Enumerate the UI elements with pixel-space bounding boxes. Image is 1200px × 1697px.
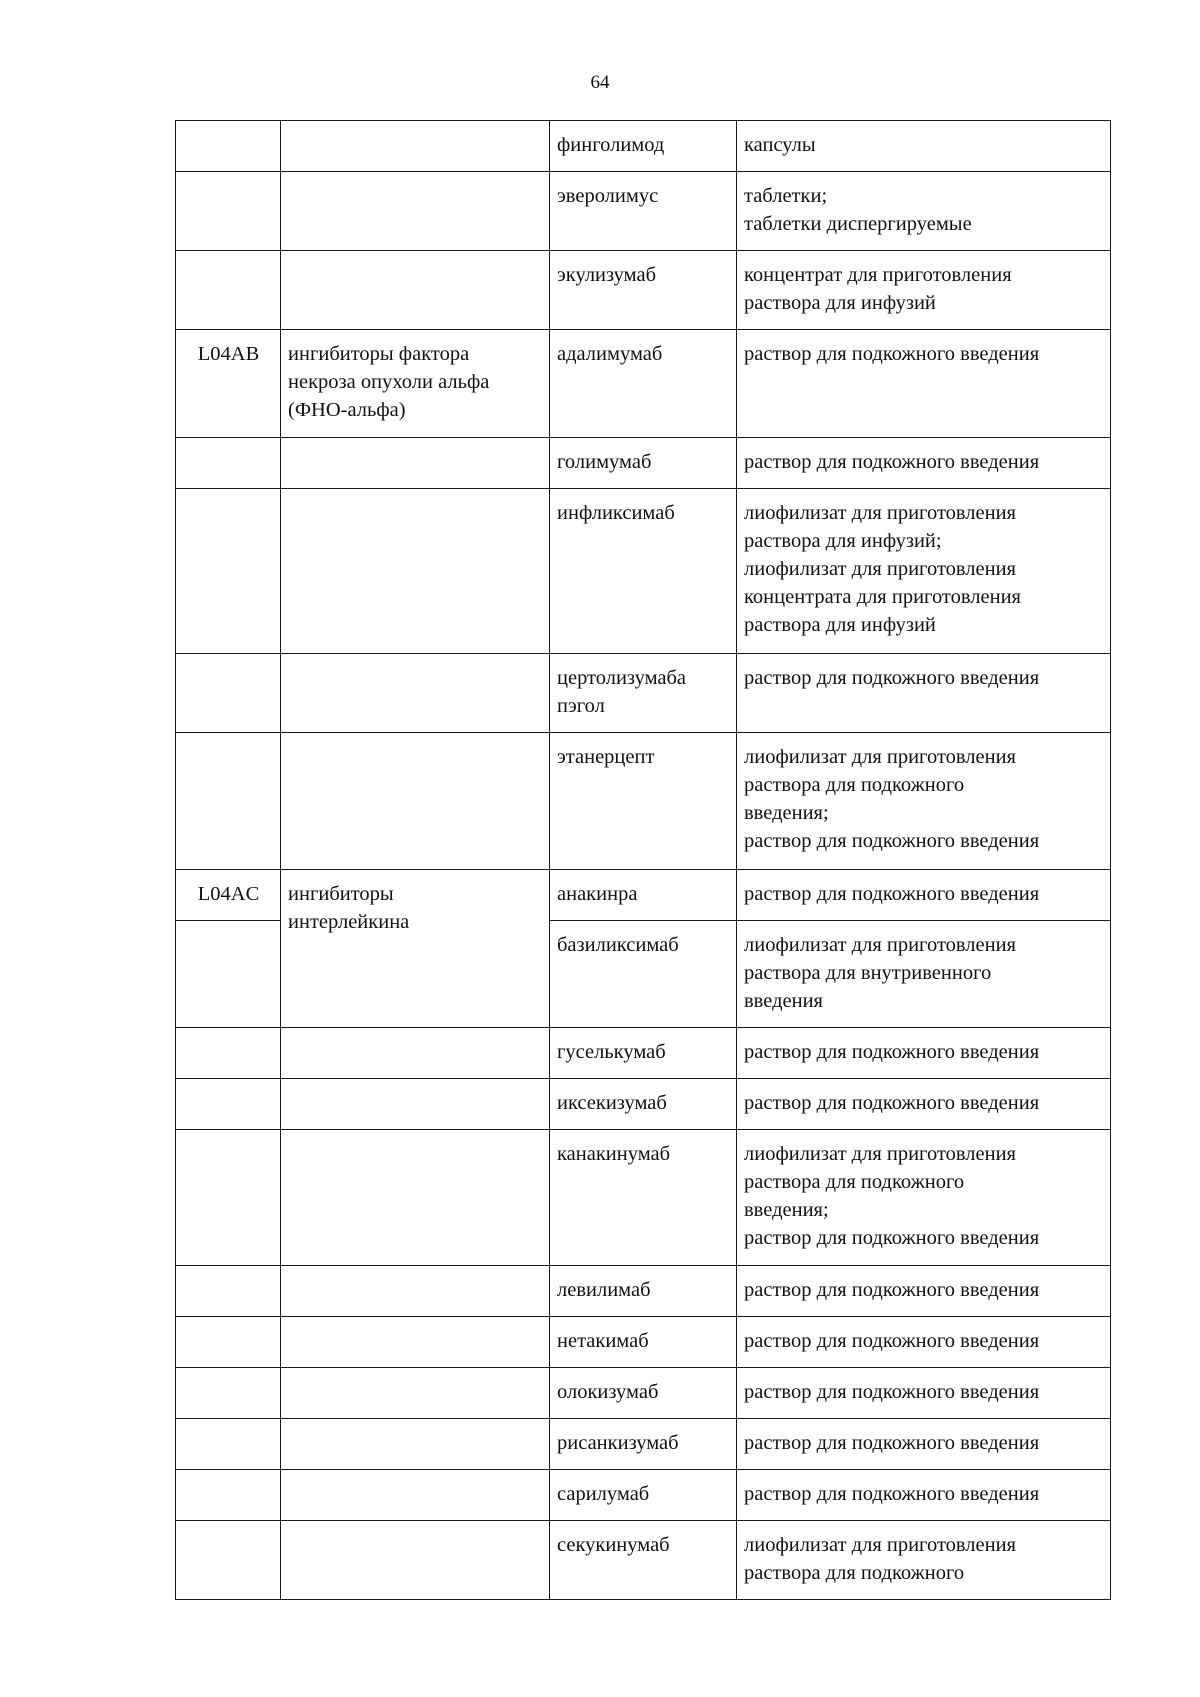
atc-code-cell: L04AB <box>176 330 281 438</box>
table-row <box>176 251 1111 330</box>
dosage-form-cell: лиофилизат для приготовления раствора для инфузий; лиофилизат для приготовления концентрата для приготовления раствора для инфузий <box>737 489 1111 654</box>
group-cell <box>281 438 550 489</box>
table-row <box>176 1419 1111 1470</box>
drug-name-cell: финголимод <box>550 121 737 172</box>
group-cell: ингибиторы фактора некроза опухоли альфа (ФНО-альфа) <box>281 330 550 438</box>
drug-name-cell: канакинумаб <box>550 1130 737 1266</box>
dosage-form-cell: лиофилизат для приготовления раствора для внутривенного введения <box>737 921 1111 1028</box>
drug-name-cell: эверолимус <box>550 172 737 251</box>
table-row <box>176 1368 1111 1419</box>
table-row <box>176 1521 1111 1600</box>
group-cell <box>281 1419 550 1470</box>
table-row <box>176 1317 1111 1368</box>
dosage-form-cell: лиофилизат для приготовления раствора для подкожного <box>737 1521 1111 1600</box>
dosage-form-cell: лиофилизат для приготовления раствора для подкожного введения; раствор для подкожного введения <box>737 733 1111 870</box>
atc-code-cell <box>176 1317 281 1368</box>
drug-name-cell: голимумаб <box>550 438 737 489</box>
atc-code-cell: L04AC <box>176 870 281 921</box>
group-cell: ингибиторы интерлейкина <box>281 870 550 1028</box>
dosage-form-cell: концентрат для приготовления раствора для инфузий <box>737 251 1111 330</box>
page-number: 64 <box>590 72 610 93</box>
group-cell <box>281 654 550 733</box>
table-row <box>176 438 1111 489</box>
atc-code-cell <box>176 1521 281 1600</box>
atc-code-cell <box>176 1419 281 1470</box>
drug-name-cell: базиликсимаб <box>550 921 737 1028</box>
group-cell <box>281 1028 550 1079</box>
drug-name-cell: рисанкизумаб <box>550 1419 737 1470</box>
table-row <box>176 733 1111 870</box>
table-row <box>176 172 1111 251</box>
atc-code-cell <box>176 1266 281 1317</box>
group-cell <box>281 1368 550 1419</box>
atc-code-cell <box>176 921 281 1028</box>
dosage-form-cell: раствор для подкожного введения <box>737 1317 1111 1368</box>
drug-name-cell: цертолизумаба пэгол <box>550 654 737 733</box>
drug-name-cell: нетакимаб <box>550 1317 737 1368</box>
table-row <box>176 654 1111 733</box>
group-cell <box>281 1130 550 1266</box>
group-cell <box>281 1266 550 1317</box>
table-row <box>176 1028 1111 1079</box>
atc-code-cell <box>176 1028 281 1079</box>
group-cell <box>281 733 550 870</box>
dosage-form-cell: раствор для подкожного введения <box>737 870 1111 921</box>
drug-name-cell: иксекизумаб <box>550 1079 737 1130</box>
atc-code-cell <box>176 1470 281 1521</box>
atc-code-cell <box>176 251 281 330</box>
atc-code-cell <box>176 1079 281 1130</box>
atc-code-cell <box>176 654 281 733</box>
drug-name-cell: гуселькумаб <box>550 1028 737 1079</box>
dosage-form-cell: раствор для подкожного введения <box>737 1368 1111 1419</box>
group-cell <box>281 489 550 654</box>
dosage-form-cell: раствор для подкожного введения <box>737 1470 1111 1521</box>
drug-name-cell: этанерцепт <box>550 733 737 870</box>
atc-code-cell <box>176 121 281 172</box>
drug-name-cell: секукинумаб <box>550 1521 737 1600</box>
drug-name-cell: анакинра <box>550 870 737 921</box>
table-row <box>176 1470 1111 1521</box>
atc-code-cell <box>176 438 281 489</box>
drug-name-cell: экулизумаб <box>550 251 737 330</box>
group-cell <box>281 121 550 172</box>
drug-name-cell: инфликсимаб <box>550 489 737 654</box>
dosage-form-cell: раствор для подкожного введения <box>737 1028 1111 1079</box>
dosage-form-cell: раствор для подкожного введения <box>737 1419 1111 1470</box>
table-row <box>176 1266 1111 1317</box>
atc-code-cell <box>176 489 281 654</box>
dosage-form-cell: раствор для подкожного введения <box>737 330 1111 438</box>
drug-name-cell: олокизумаб <box>550 1368 737 1419</box>
atc-code-cell <box>176 1130 281 1266</box>
atc-code-cell <box>176 733 281 870</box>
atc-code-cell <box>176 172 281 251</box>
dosage-form-cell: раствор для подкожного введения <box>737 438 1111 489</box>
dosage-form-cell: лиофилизат для приготовления раствора для подкожного введения; раствор для подкожного введения <box>737 1130 1111 1266</box>
drug-name-cell: левилимаб <box>550 1266 737 1317</box>
dosage-form-cell: капсулы <box>737 121 1111 172</box>
dosage-form-cell: раствор для подкожного введения <box>737 654 1111 733</box>
group-cell <box>281 1079 550 1130</box>
group-cell <box>281 251 550 330</box>
table-row <box>176 121 1111 172</box>
drug-name-cell: сарилумаб <box>550 1470 737 1521</box>
atc-code-cell <box>176 1368 281 1419</box>
dosage-form-cell: таблетки; таблетки диспергируемые <box>737 172 1111 251</box>
table-row <box>176 870 1111 921</box>
table-row <box>176 489 1111 654</box>
group-cell <box>281 1470 550 1521</box>
dosage-form-cell: раствор для подкожного введения <box>737 1266 1111 1317</box>
dosage-form-cell: раствор для подкожного введения <box>737 1079 1111 1130</box>
table-row <box>176 1079 1111 1130</box>
group-cell <box>281 1521 550 1600</box>
group-cell <box>281 1317 550 1368</box>
drug-name-cell: адалимумаб <box>550 330 737 438</box>
table-row <box>176 1130 1111 1266</box>
table-row <box>176 330 1111 438</box>
drug-table <box>175 120 1111 1600</box>
group-cell <box>281 172 550 251</box>
